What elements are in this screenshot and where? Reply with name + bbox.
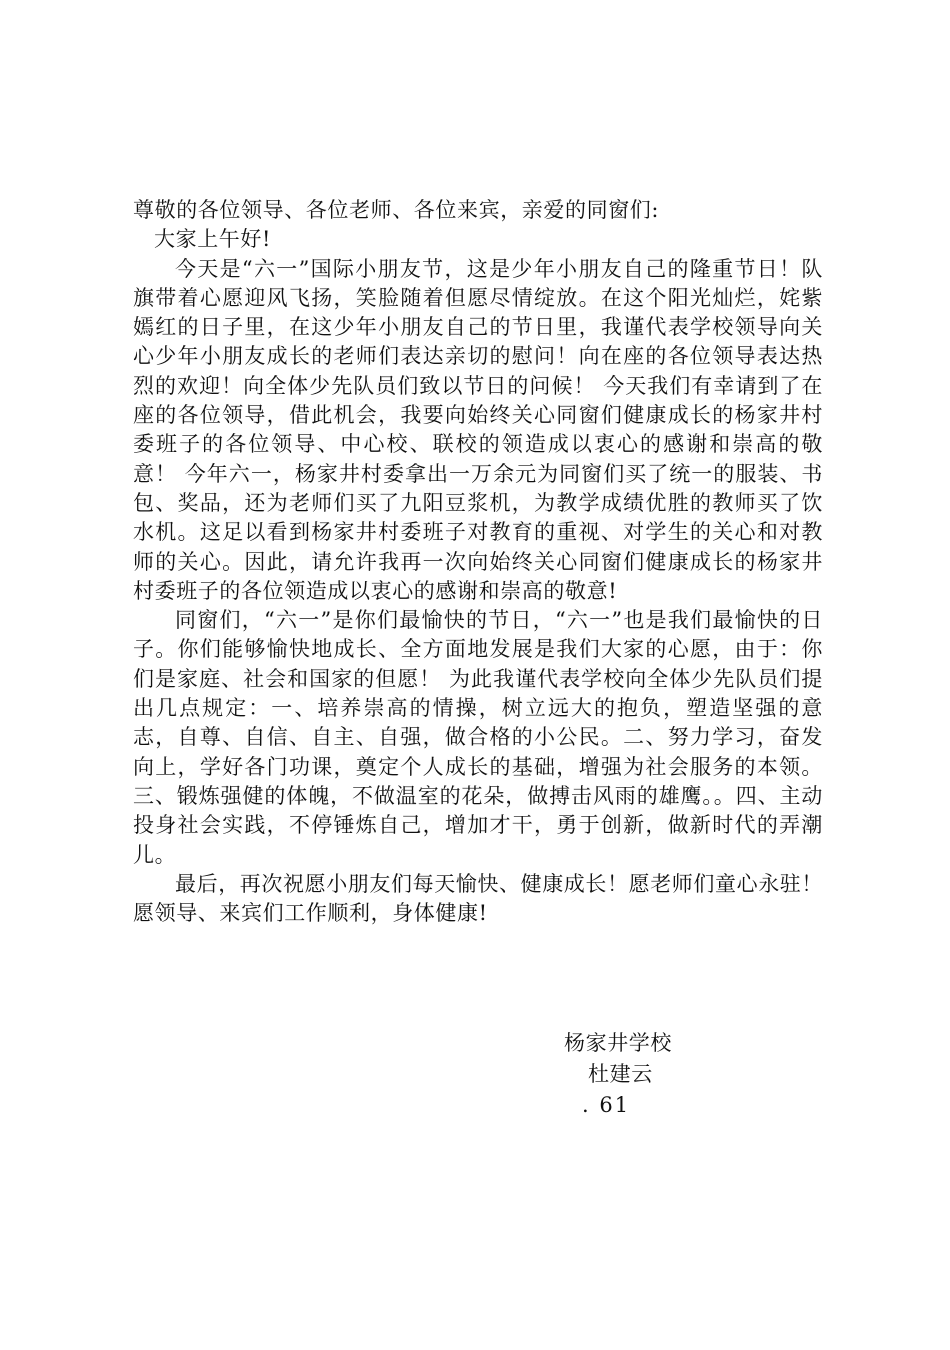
paragraph-opening: 今天是“六一”国际小朋友节，这是少年小朋友自己的隆重节日！队旗带着心愿迎风飞扬，笑脸随着但愿尽情绽放。在这个阳光灿烂，姹紫嫣红的日子里，在这少年小朋友自己的节日里，我谨代表学校领导向关心少年小朋友成长的老师们表达亲切的慰问！向在座的各位领导表达热烈的欢迎！向全体少先队员们致以节日的问候！ 今天我们有幸请到了在座的各位领导，借此机会，我要向始终关心同窗们健康成长的杨家井村委班子的各位领导、中心校、联校的领造成以衷心的感谢和崇高的敬意！ 今年六一，杨家井村委拿出一万余元为同窗们买了统一的服装、书包、奖品，还为老师们买了九阳豆浆机，为教学成绩优胜的教师买了饮水机。这足以看到杨家井村委班子对教育的重视、对学生的关心和对教师的关心。因此，请允许我再一次向始终关心同窗们健康成长的杨家井村委班子的各位领造成以衷心的感谢和崇高的敬意!: [133, 256, 823, 603]
salutation-line: 尊敬的各位领导、各位老师、各位来宾，亲爱的同窗们:: [133, 198, 660, 222]
signature-school: 杨家井学校: [564, 1031, 672, 1055]
paragraph-closing: 最后，再次祝愿小朋友们每天愉快、健康成长！愿老师们童心永驻！愿领导、来宾们工作顺利，身体健康!: [133, 871, 823, 926]
paragraph-requirements: 同窗们，“六一”是你们最愉快的节日，“六一”也是我们最愉快的日子。你们能够愉快地成长、全方面地发展是我们大家的心愿，由于：你们是家庭、社会和国家的但愿！ 为此我谨代表学校向全体少先队员们提出几点规定：一、培养崇高的情操，树立远大的抱负，塑造坚强的意志，自尊、自信、自主、自强，做合格的小公民。二、努力学习，奋发向上，学好各门功课，奠定个人成长的基础，增强为社会服务的本领。三、锻炼强健的体魄，不做温室的花朵，做搏击风雨的雄鹰。。四、主动投身社会实践，不停锤炼自己，增加才干，勇于创新，做新时代的弄潮儿。: [133, 608, 823, 867]
speech-body: [133, 196, 823, 928]
signature-block: [560, 1028, 672, 1121]
signature-name: 杜建云: [588, 1062, 653, 1086]
signature-date: . 61: [582, 1093, 631, 1117]
greeting-line: 大家上午好!: [154, 227, 272, 252]
